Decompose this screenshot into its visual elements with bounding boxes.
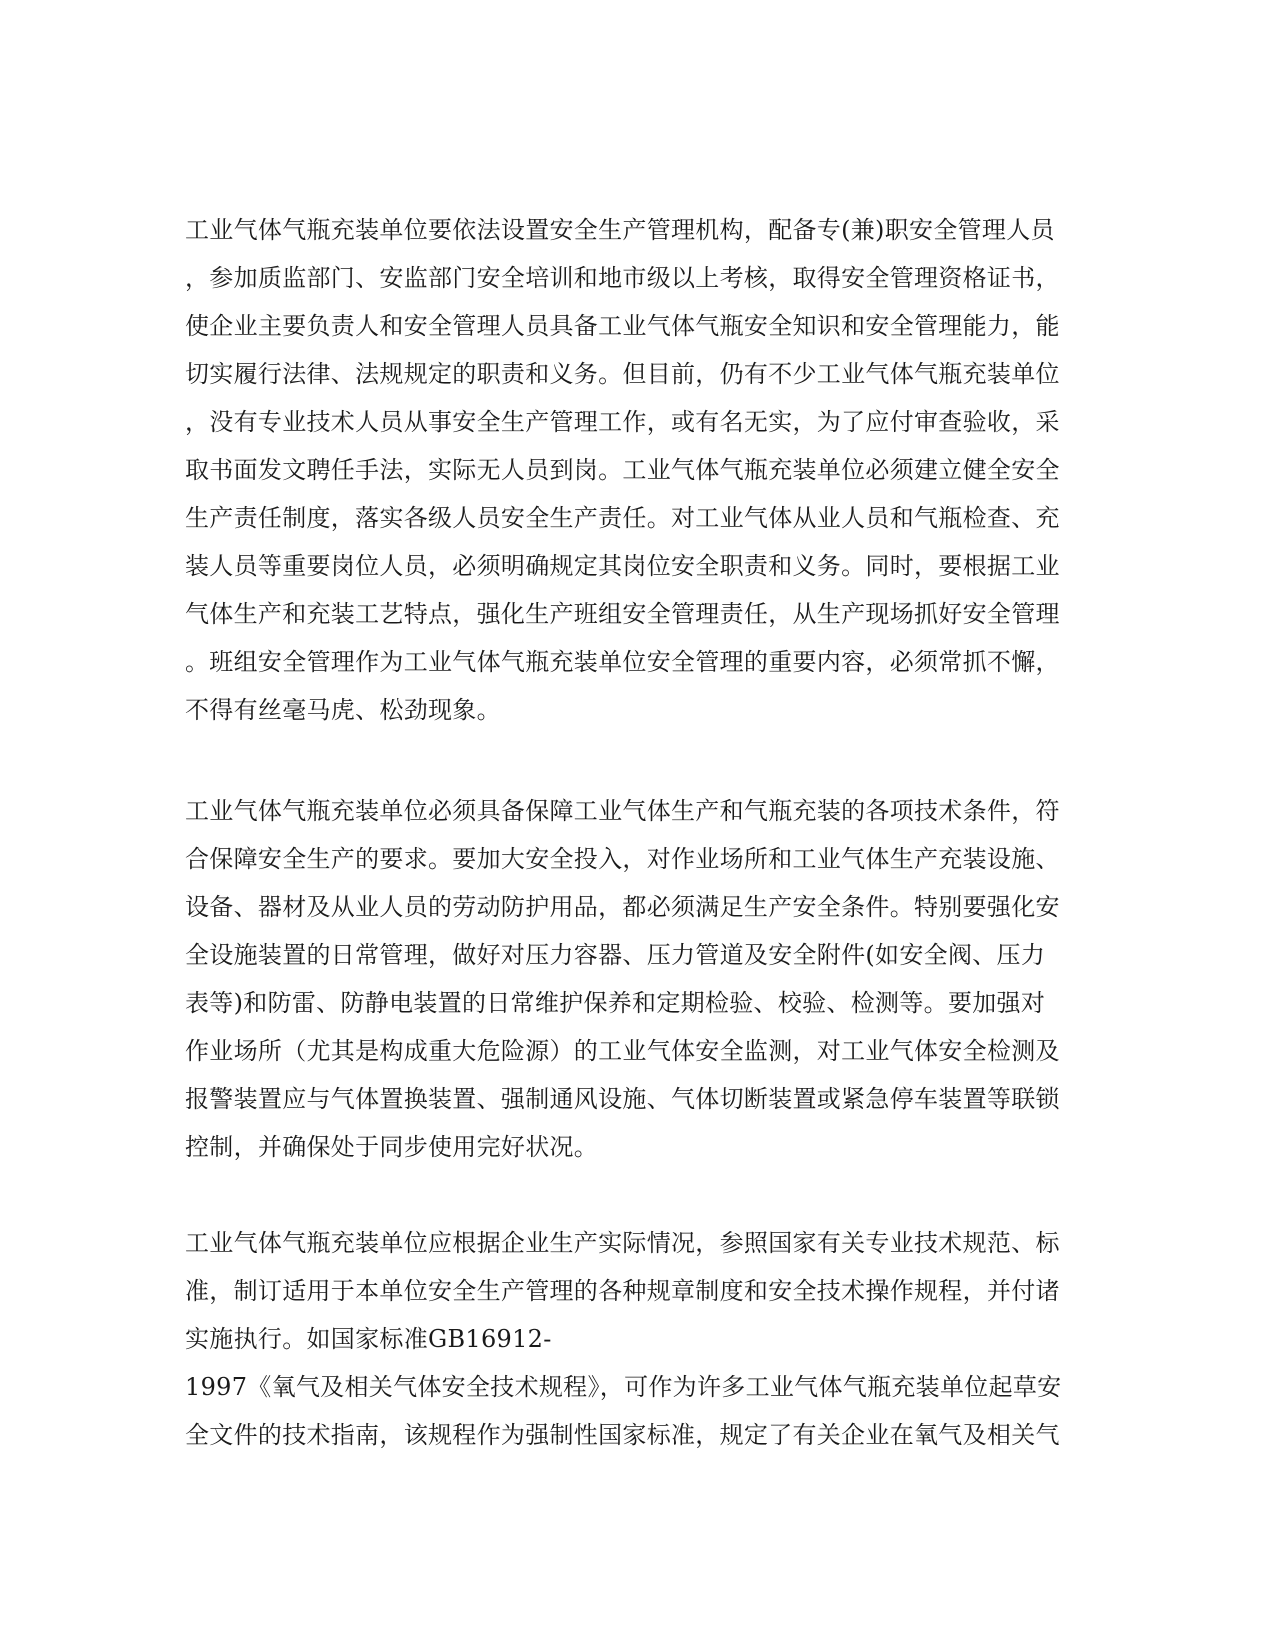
text-line: 装人员等重要岗位人员，必须明确规定其岗位安全职责和义务。同时，要根据工业 [185, 552, 1060, 580]
paragraph-management-organization [185, 206, 1090, 734]
text-line: 工业气体气瓶充装单位应根据企业生产实际情况，参照国家有关专业技术规范、标 [185, 1229, 1060, 1257]
text-line: 实施执行。如国家标准GB16912- [185, 1325, 552, 1353]
text-line: 生产责任制度，落实各级人员安全生产责任。对工业气体从业人员和气瓶检查、充 [185, 504, 1060, 532]
text-line: 全文件的技术指南，该规程作为强制性国家标准，规定了有关企业在氧气及相关气 [185, 1421, 1060, 1449]
paragraph-technical-conditions [185, 787, 1090, 1171]
text-line: ，没有专业技术人员从事安全生产管理工作，或有名无实，为了应付审查验收，采 [185, 408, 1060, 436]
text-line: 工业气体气瓶充装单位必须具备保障工业气体生产和气瓶充装的各项技术条件，符 [185, 797, 1060, 825]
text-line: 表等)和防雷、防静电装置的日常维护保养和定期检验、校验、检测等。要加强对 [185, 989, 1046, 1017]
text-line: 准，制订适用于本单位安全生产管理的各种规章制度和安全技术操作规程，并付诸 [185, 1277, 1060, 1305]
text-line: 不得有丝毫马虎、松劲现象。 [185, 696, 501, 724]
paragraph-regulations [185, 1219, 1090, 1459]
text-line: 工业气体气瓶充装单位要依法设置安全生产管理机构，配备专(兼)职安全管理人员 [185, 216, 1055, 244]
text-line: 全设施装置的日常管理，做好对压力容器、压力管道及安全附件(如安全阀、压力 [185, 941, 1046, 969]
text-line: 作业场所（尤其是构成重大危险源）的工业气体安全监测，对工业气体安全检测及 [185, 1037, 1060, 1065]
text-line: 报警装置应与气体置换装置、强制通风设施、气体切断装置或紧急停车装置等联锁 [185, 1085, 1060, 1113]
text-line: 合保障安全生产的要求。要加大安全投入，对作业场所和工业气体生产充装设施、 [185, 845, 1060, 873]
text-line: 切实履行法律、法规规定的职责和义务。但目前，仍有不少工业气体气瓶充装单位 [185, 360, 1060, 388]
text-line: 控制，并确保处于同步使用完好状况。 [185, 1133, 599, 1161]
text-line: ，参加质监部门、安监部门安全培训和地市级以上考核，取得安全管理资格证书， [185, 264, 1060, 292]
text-line: 设备、器材及从业人员的劳动防护用品，都必须满足生产安全条件。特别要强化安 [185, 893, 1060, 921]
text-line: 使企业主要负责人和安全管理人员具备工业气体气瓶安全知识和安全管理能力，能 [185, 312, 1060, 340]
text-line: 。班组安全管理作为工业气体气瓶充装单位安全管理的重要内容，必须常抓不懈， [185, 648, 1060, 676]
text-line: 1997《氧气及相关气体安全技术规程》，可作为许多工业气体气瓶充装单位起草安 [185, 1373, 1062, 1401]
text-line: 气体生产和充装工艺特点，强化生产班组安全管理责任，从生产现场抓好安全管理 [185, 600, 1060, 628]
text-line: 取书面发文聘任手法，实际无人员到岗。工业气体气瓶充装单位必须建立健全安全 [185, 456, 1060, 484]
